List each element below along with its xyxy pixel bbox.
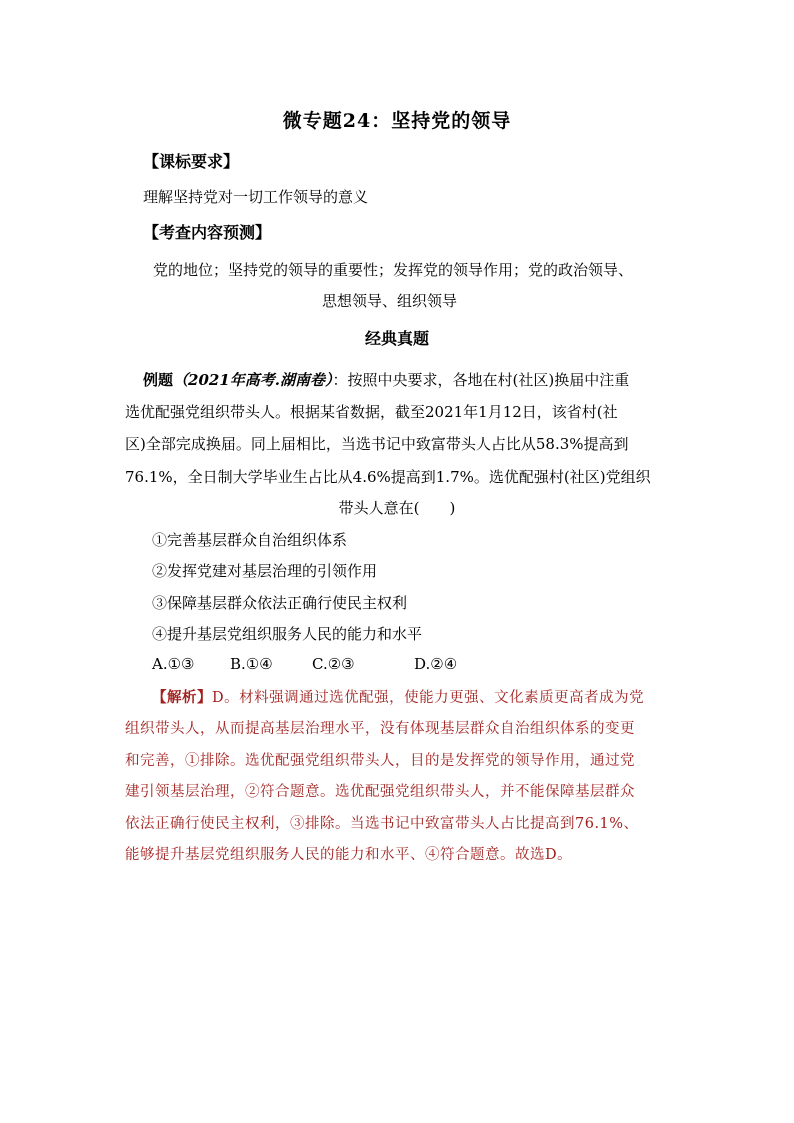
forecast-text-line1: 党的地位；坚持党的领导的重要性；发挥党的领导作用；党的政治领导、 — [153, 261, 634, 279]
forecast-heading: 【考查内容预测】 — [143, 223, 272, 242]
choice-a: A.①③ — [152, 655, 195, 673]
example-label: 例题 — [143, 371, 174, 389]
example-source: （2021年高考.湖南卷） — [173, 371, 333, 389]
choice-c: C.②③ — [312, 655, 355, 673]
forecast-text-line2: 思想领导、组织领导 — [322, 292, 458, 310]
option-4: ④提升基层党组织服务人民的能力和水平 — [152, 625, 423, 643]
curriculum-text: 理解坚持党对一切工作领导的意义 — [143, 188, 369, 206]
example-line-1 — [143, 369, 629, 390]
example-line-4: 76.1%，全日制大学毕业生占比从4.6%提高到1.7%。选优配强村(社区)党组织 — [125, 468, 651, 486]
analysis-tag: 【解析】 — [152, 689, 212, 706]
analysis-line-5: 依法正确行使民主权利，③排除。当选书记中致富带头人占比提高到76.1%、 — [125, 816, 639, 832]
section-title: 经典真题 — [364, 329, 429, 348]
example-text-1: ：按照中央要求，各地在村(社区)换届中注重 — [332, 371, 630, 389]
analysis-line-6: 能够提升基层党组织服务人民的能力和水平、④符合题意。故选D。 — [125, 847, 573, 863]
choice-b: B.①④ — [230, 655, 273, 673]
example-line-5: 带头人意在( ) — [338, 499, 456, 517]
choice-d: D.②④ — [414, 655, 458, 673]
analysis-line-4: 建引领基层治理，②符合题意。选优配强党组织带头人，并不能保障基层群众 — [125, 784, 635, 800]
page-title: 微专题24：坚持党的领导 — [282, 110, 512, 132]
example-line-2: 选优配强党组织带头人。根据某省数据，截至2021年1月12日，该省村(社 — [125, 403, 618, 421]
analysis-line-1 — [152, 686, 644, 707]
option-3: ③保障基层群众依法正确行使民主权利 — [152, 594, 408, 612]
example-line-3: 区)全部完成换届。同上届相比，当选书记中致富带头人占比从58.3%提高到 — [125, 435, 629, 453]
curriculum-heading: 【课标要求】 — [143, 152, 240, 171]
analysis-text-1: D。材料强调通过选优配强，使能力更强、文化素质更高者成为党 — [212, 690, 645, 706]
analysis-line-2: 组织带头人，从而提高基层治理水平，没有体现基层群众自治组织体系的变更 — [125, 721, 635, 737]
analysis-line-3: 和完善，①排除。选优配强党组织带头人，目的是发挥党的领导作用，通过党 — [125, 753, 635, 769]
option-1: ①完善基层群众自治组织体系 — [152, 531, 348, 549]
answer-choices — [152, 655, 457, 673]
option-2: ②发挥党建对基层治理的引领作用 — [152, 562, 378, 580]
